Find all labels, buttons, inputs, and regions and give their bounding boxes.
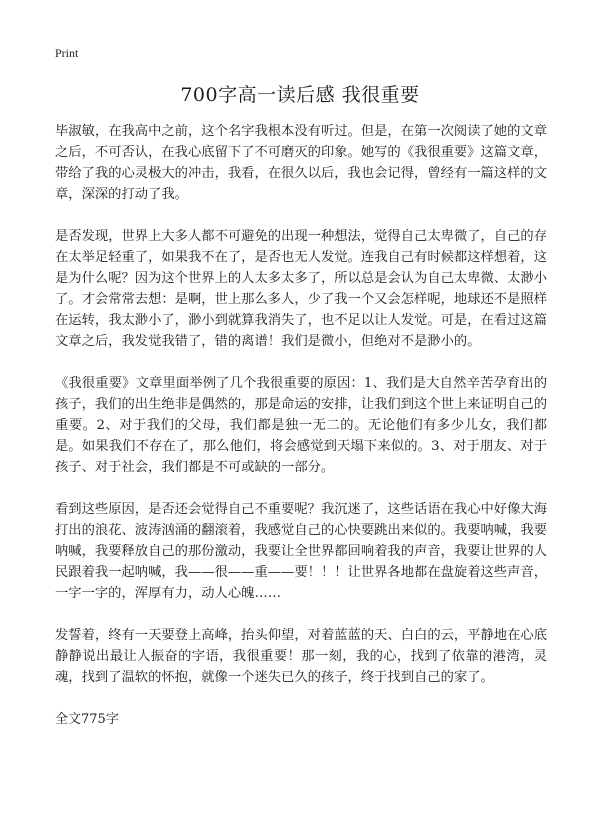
paragraph-3: 《我很重要》文章里面举例了几个我很重要的原因：1、我们是大自然辛苦孕育出的孩子，我们的出生绝非是偶然的，那是命运的安排，让我们到这个世上来证明自己的重要。2、对于我们的父母，我们都是独一无二的。无论他们有多少儿女，我们都是。如果我们不存在了，那么他们，将会感觉到天塌下来似的。3、对于朋友、对于孩子、对于社会，我们都是不可或缺的一部分。 (55, 376, 547, 475)
article-title: 700字高一读后感 我很重要 (180, 84, 420, 106)
article-body (55, 121, 547, 730)
paragraph-5: 发誓着，终有一天要登上高峰，抬头仰望，对着蓝蓝的天、白白的云，平静地在心底静静说出最让人振奋的字语，我很重要！那一刻，我的心，找到了依靠的港湾，灵魂，找到了温软的怀抱，就像一个迷失已久的孩子，终于找到自己的家了。 (55, 628, 547, 685)
word-count: 全文775字 (55, 712, 119, 727)
paragraph-4: 看到这些原因，是否还会觉得自己不重要呢？我沉迷了，这些话语在我心中好像大海打出的浪花、波涛汹涌的翻滚着，我感觉自己的心快要跳出来似的。我要呐喊，我要呐喊，我要释放自己的那份激动，我要让全世界都回响着我的声音，我要让世界的人民跟着我一起呐喊，我——很——重——要！！！让世界各地都在盘旋着这些声音，一字一字的，浑厚有力，动人心魄…… (55, 502, 547, 601)
paragraph-1: 毕淑敏，在我高中之前，这个名字我根本没有听过。但是，在第一次阅读了她的文章之后，不可否认，在我心底留下了不可磨灭的印象。她写的《我很重要》这篇文章，带给了我的心灵极大的冲击，我看，在很久以后，我也会记得，曾经有一篇这样的文章，深深的打动了我。 (55, 124, 547, 202)
print-link[interactable]: Print (55, 46, 79, 60)
paragraph-2: 是否发现，世界上大多人都不可避免的出现一种想法，觉得自己太卑微了，自己的存在太举足轻重了，如果我不在了，是否也无人发觉。连我自己有时候都这样想着，这是为什么呢？因为这个世界上的人太多太多了，所以总是会认为自己太卑微、太渺小了。才会常常去想：是啊，世上那么多人，少了我一个又会怎样呢，地球还不是照样在运转，我太渺小了，渺小到就算我消失了，也不足以让人发觉。可是，在看过这篇文章之后，我发觉我错了，错的离谱！我们是微小，但绝对不是渺小的。 (55, 229, 547, 349)
